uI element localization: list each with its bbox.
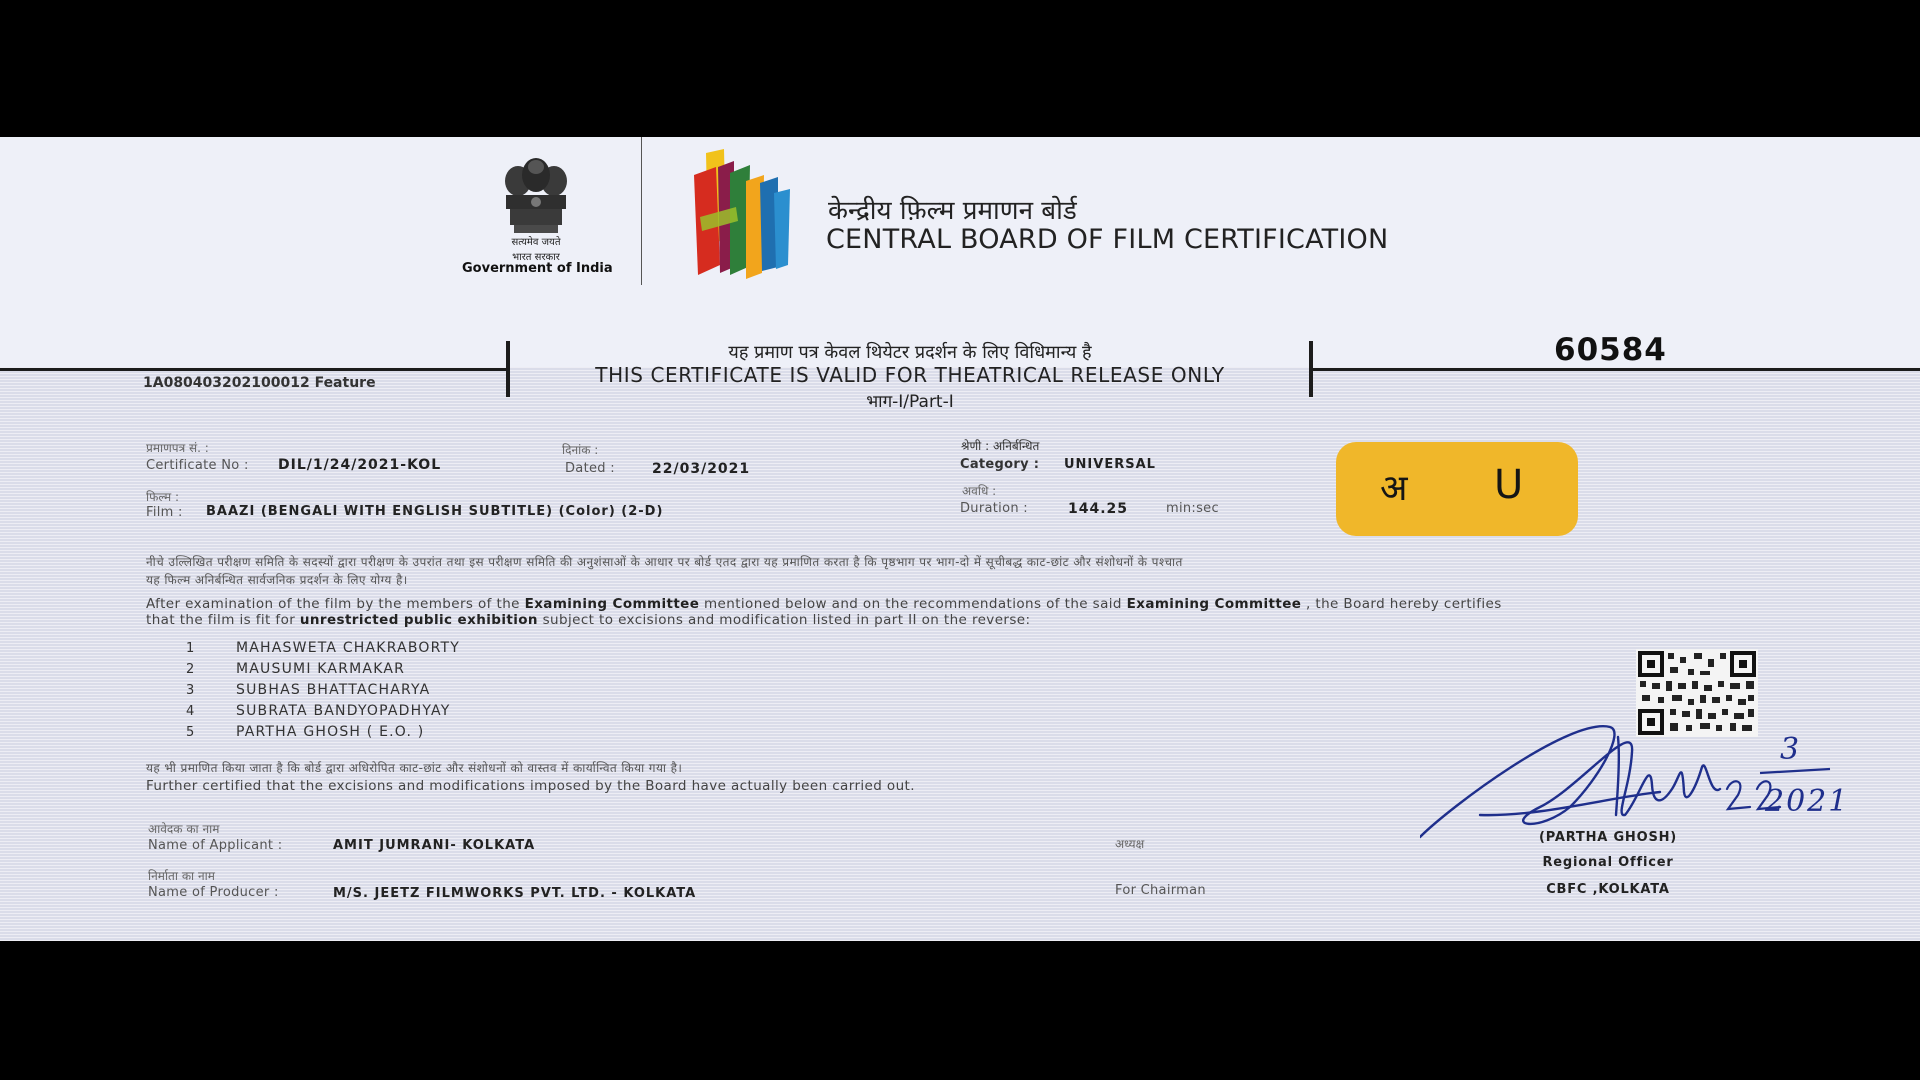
member-number: 4 bbox=[186, 704, 195, 719]
certificate-document bbox=[0, 137, 1920, 941]
board-name-hindi: केन्द्रीय फ़िल्म प्रमाणन बोर्ड bbox=[828, 196, 1077, 226]
duration-value: 144.25 bbox=[1068, 501, 1129, 517]
signatory-office: CBFC ,KOLKATA bbox=[1546, 882, 1670, 897]
member-number: 2 bbox=[186, 662, 195, 677]
rating-latin: U bbox=[1494, 462, 1524, 508]
applicant-name: AMIT JUMRANI- KOLKATA bbox=[333, 838, 536, 853]
producer-name: M/S. JEETZ FILMWORKS PVT. LTD. - KOLKATA bbox=[333, 886, 697, 901]
board-name-english: CENTRAL BOARD OF FILM CERTIFICATION bbox=[826, 224, 1389, 255]
dated-label-hindi: दिनांक : bbox=[562, 443, 599, 457]
certification-hindi-line-2: यह फिल्म अनिर्बन्धित सार्वजनिक प्रदर्शन के लिए योग्य है। bbox=[146, 573, 408, 587]
member-number: 1 bbox=[186, 641, 195, 656]
member-name: MAUSUMI KARMAKAR bbox=[236, 661, 406, 677]
applicant-label: Name of Applicant : bbox=[148, 838, 283, 853]
dated-label: Dated : bbox=[565, 461, 615, 476]
category-value: UNIVERSAL bbox=[1064, 457, 1156, 472]
cbfc-logo-icon bbox=[690, 147, 810, 281]
applicant-label-hindi: आवेदक का नाम bbox=[148, 822, 220, 836]
duration-label-hindi: अवधि : bbox=[962, 484, 997, 498]
producer-label-hindi: निर्माता का नाम bbox=[148, 869, 215, 883]
member-name: SUBHAS BHATTACHARYA bbox=[236, 682, 431, 698]
header-divider bbox=[641, 137, 642, 285]
certification-hindi-line-1: नीचे उल्लिखित परीक्षण समिति के सदस्यों द्वारा परीक्षण के उपरांत तथा इस परीक्षण समिति की अनुशंसाओं के आधार पर बोर्ड एतद द्वारा यह प्रमाणित करता है कि पृष्ठभाग पर भाग-दो में सूचीबद्ध काट-छांट और संशोधनों के पश्चात bbox=[146, 555, 1183, 569]
unrestricted-exhibition-text: unrestricted public exhibition bbox=[299, 612, 538, 628]
part-label: भाग-I/Part-I bbox=[866, 392, 954, 412]
member-name: SUBRATA BANDYOPADHYAY bbox=[236, 703, 451, 719]
certification-english-line-2: that the film is fit for unrestricted public exhibition subject to excisions and modification listed in part II on the reverse: bbox=[146, 612, 1031, 628]
rating-hindi: अ bbox=[1380, 468, 1408, 509]
serial-number: 60584 bbox=[1554, 332, 1667, 368]
national-emblem-icon bbox=[488, 151, 584, 243]
emblem-country-hindi: भारत सरकार bbox=[512, 252, 560, 263]
member-name: PARTHA GHOSH ( E.O. ) bbox=[236, 724, 425, 740]
category-label-hindi: श्रेणी : अनिर्बन्धित bbox=[961, 439, 1040, 453]
rule-left bbox=[0, 368, 508, 371]
film-label: Film : bbox=[146, 505, 183, 520]
emblem-motto: सत्यमेव जयते bbox=[511, 237, 561, 248]
category-label: Category : bbox=[960, 457, 1040, 472]
validity-notice-hindi: यह प्रमाण पत्र केवल थियेटर प्रदर्शन के लिए विधिमान्य है bbox=[728, 342, 1092, 363]
film-label-hindi: फिल्म : bbox=[146, 490, 180, 504]
government-label: Government of India bbox=[462, 261, 613, 276]
further-certified-english: Further certified that the excisions and modifications imposed by the Board have actually been carried out. bbox=[146, 778, 915, 794]
examining-committee-text-2: Examining Committee bbox=[1126, 596, 1302, 612]
certificate-no-label: Certificate No : bbox=[146, 458, 249, 473]
signatory-title: Regional Officer bbox=[1542, 855, 1674, 870]
chairman-label: For Chairman bbox=[1115, 883, 1206, 898]
examining-committee-text: Examining Committee bbox=[524, 596, 700, 612]
member-number: 5 bbox=[186, 725, 195, 740]
member-name: MAHASWETA CHAKRABORTY bbox=[236, 640, 461, 656]
chairman-label-hindi: अध्यक्ष bbox=[1115, 837, 1145, 851]
rating-badge bbox=[1336, 442, 1578, 536]
dated-value: 22/03/2021 bbox=[652, 461, 751, 477]
certificate-no-label-hindi: प्रमाणपत्र सं. : bbox=[146, 441, 209, 455]
film-value: BAAZI (BENGALI WITH ENGLISH SUBTITLE) (Color) (2-D) bbox=[206, 504, 664, 519]
validity-notice-english: THIS CERTIFICATE IS VALID FOR THEATRICAL RELEASE ONLY bbox=[595, 363, 1225, 387]
feature-code: 1A080403202100012 Feature bbox=[143, 375, 376, 391]
further-certified-hindi: यह भी प्रमाणित किया जाता है कि बोर्ड द्वारा अधिरोपित काट-छांट और संशोधनों को वास्तव में कार्यान्वित किया गया है। bbox=[146, 761, 683, 775]
handwritten-year: 2021 bbox=[1765, 784, 1850, 819]
rule-right bbox=[1310, 368, 1920, 371]
producer-label: Name of Producer : bbox=[148, 885, 279, 900]
certification-english-line-1: After examination of the film by the members of the Examining Committee mentioned below and on the recommendations of the said Examining Committee , the Board hereby certifies bbox=[146, 596, 1502, 612]
signatory-name: (PARTHA GHOSH) bbox=[1538, 830, 1678, 845]
handwritten-month: 3 bbox=[1780, 732, 1800, 767]
duration-unit: min:sec bbox=[1166, 501, 1219, 516]
certificate-no-value: DIL/1/24/2021-KOL bbox=[278, 457, 442, 473]
member-number: 3 bbox=[186, 683, 195, 698]
duration-label: Duration : bbox=[960, 501, 1028, 516]
